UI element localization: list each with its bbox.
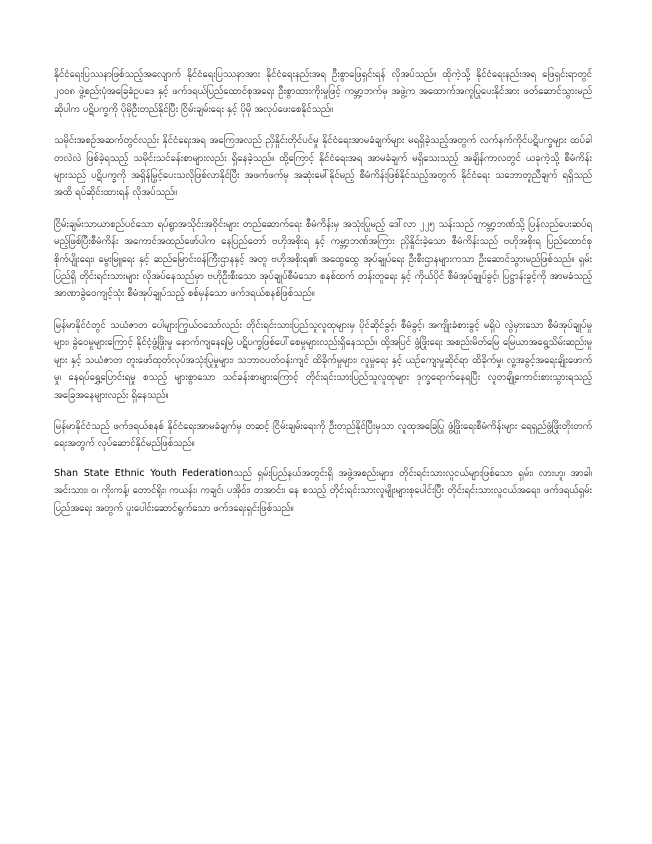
paragraph-4: မြန်မာနိုင်ငံတွင် သယံဇာတ ပေါများကြွယ်ဝသော်လည်း တိုင်းရင်းသားပြည်သူလူထုများမှ ပိုင်ဆိုင်ခွင့်၊ စီမံခွင့်၊ အကျိုးခံစားခွင့် မရှိပဲ လွဲမှားသော စီမံအုပ်ချုပ်မှုများ၊ ခွဲဝေမှုများကြောင့် နိုင်ငံ့ဖွံ့ဖြိုးမှု နောက်ကျနေရမြဲ ပဋိပက္ခဖြစ်ပေါ်စေမှုများလည်းရှိနေသည်။ ထို့အပြင် ဖွံ့ဖြိုးရေး အစည်းမိတ်မြေ မြေယာအရွေ့သိမ်းဆည်းမှုများ နှင့် သယံဇာတ တူးဖော်ထုတ်လုပ်အသုံးပြုမှုများ၊ သဘာဝပတ်ဝန်းကျင် ထိခိုက်မှုများ၊ လူမှုရေး နှင့် ယဉ်ကျေးမှုဆိုင်ရာ ထိခိုက်မှု၊ လူ့အခွင့်အရေးချိုးဖောက်မှု၊ နေရပ်ရွှေ့ပြောင်းရမှု စသည့် များစွာသော သင်ခန်းစာများကြောင့် တိုင်းရင်းသားပြည်သူလူထုများ ဒုက္ခရောက်နေရပြီး လူတချို့ကောင်းစားသွားရသည့် အခြေအနေများလည်း ရှိနေသည်။ <box>54 319 592 401</box>
paragraph-2: သမိုင်းအစဉ်အဆက်တွင်လည်း နိုင်ငံရေးအရ အကြေအလည် ညှိနှိုင်းတိုင်ပင်မှု နိုင်ငံရေးအာမခံချက်များ မရရှိခဲ့သည့်အတွက် လက်နက်ကိုင်ပဋိပက္ခများ ထပ်ခါတလဲလဲ ဖြစ်ခဲ့ရသည့် သမိုင်းသင်ခန်းစာများလည်း ရှိနေခဲ့သည်။ ထို့ကြောင့် နိုင်ငံရေးအရ အာမခံချက် မရှိသေးသည့် အချိန်ကာလတွင် ယခုကဲ့သို့ စီမံကိန်းများသည် ပဋိပက္ခကို အရှိန်မြှင့်ပေးသလိုဖြစ်လာနိုင်ပြီး အဖက်ဖက်မှ အဆုံးမေါ်နိုင်မည့် စီမံကိန်းဖြစ်နိုင်သည့်အတွက် နိုင်ငံရေး သဘောတူညီချက် ရရှိသည်အထိ ရပ်ဆိုင်းထားရန် လိုအပ်သည်။ <box>54 135 592 199</box>
paragraph-1: နိုင်ငံရေးပြဿနာဖြစ်သည့်အလျောက် နိုင်ငံရေးပြဿနာအား နိုင်ငံရေးနည်းအရ ဦးစွာဖြေရှင်းရန် လိုအပ်သည်။ ထိုကဲ့သို့ နိုင်ငံရေးနည်းအရ ဖြေရှင်းရာတွင် ၂၀၀၈ ဖွဲ့စည်းပုံအခြေခံဥပဒေ နှင့် ဖက်ဒရယ်ပြည်ထောင်စုအရေး ဦးစွာထားကိုးမှုဖြင့် ကမ္ဘာ့ဘက်မှ အဖွဲ့က အထောက်အကူပြုပေးနိုင်အား ဖတ်ဆောင်သွားမည်ဆိုပါက ပဋိပက္ခကို ပိုမိုဦးတည်နိုင်ပြီး ငြိမ်းချမ်းရေး နှင့် ပိုမို အလုပ်ဖေးစေနိုင်သည်။ <box>54 69 592 115</box>
paragraph-6: Shan State Ethnic Youth Federationသည် ရှမ်းပြည်နယ်အတွင်းရှိ အဖွဲ့အစည်းများ၊ တိုင်းရင်းသားလူငယ်များဖြစ်သော ရှမ်း၊ လားဟူ၊ အာခါ၊ အင်းသား၊ ဝ၊ ကိုးကန့်၊ တောင်ရိုး၊ ကယန်း၊ ကချင်၊ ပအိုဝ်း၊ တအာင်း၊ နေ စသည့် တိုင်းရင်းသားလူမျိုးများစုပေါင်းပြီး တိုင်းရင်းသားလူငယ်အရေး၊ ဖက်ဒရယ်ရှမ်းပြည်အရေး အတွက် ပူးပေါင်းဆောင်ရွက်သော ဖက်ဒရေးရှင်းဖြစ်သည်။ <box>54 467 592 514</box>
paragraph-5: မြန်မာနိုင်ငံသည် ဖက်ဒရယ်စနစ် နိုင်ငံရေးအာမခံချက်မှ တဆင့် ငြိမ်းချမ်းရေးကို ဦးတည်နိုင်ပြီးမှသာ လူထုအခြေပြု ဖွံ့ဖြိုးရေးစီမံကိန်းများ ရေရှည်ဖွံ့ဖြိုးတိုးတက်ရေးအတွက် လုပ်ဆောင်နိုင်မည်ဖြစ်သည်။ <box>54 420 592 450</box>
paragraph-3: ငြိမ်းချမ်းသာယာစည်ပင်သော ရပ်ရွာအသိုင်းအဝိုင်းများ တည်ဆောက်ရေး စီမံကိန်းမှ အသုံးပြုမည့် ဒေါ်လာ ၂၂၅ သန်းသည် ကမ္ဘာ့ဘဏ်သို့ ပြန်လည်ပေးဆပ်ရမည့်ဖြစ်ပြီးစီမံကိန်း အကောင်အထည်ဖော်ပါက နေပြည်တော် ဗဟိုအစိုးရ နှင့် ကမ္ဘာ့ဘဏ်အကြား ညှိနှိုင်းခဲ့သော စီမံကိန်းသည် ဗဟိုအစိုးရ ပြည်ထောင်စု စိုက်ပျိုးရေး၊ မွေးမြူရေး နှင့် ဆည်မြောင်းဝန်ကြီးဌာနနှင့် အတူ ဗဟိုအစိုးရ၏ အထွေထွေ အုပ်ချုပ်ရေး ဦးစီးဌာနများကသာ ဦးဆောင်သွားမည်ဖြစ်သည်။ ရှမ်းပြည်ရှိ တိုင်းရင်းသားများ လိုအပ်နေသည်မှာ ဗဟိုဦးစီးသော အုပ်ချုပ်စီမံသော စနစ်ထက် တန်းတူရေး နှင့် ကိုယ်ပိုင် စီမံအုပ်ချုပ်ခွင့်၊ ပြဋ္ဌာန်းခွင့်ကို အာမခံသည့် အာဏာခွဲဝေကျင့်သုံး စီမံအုပ်ချုပ်သည့် စစ်မှန်သော ဖက်ဒရယ်စနစ်ဖြစ်သည်။ <box>54 218 592 300</box>
